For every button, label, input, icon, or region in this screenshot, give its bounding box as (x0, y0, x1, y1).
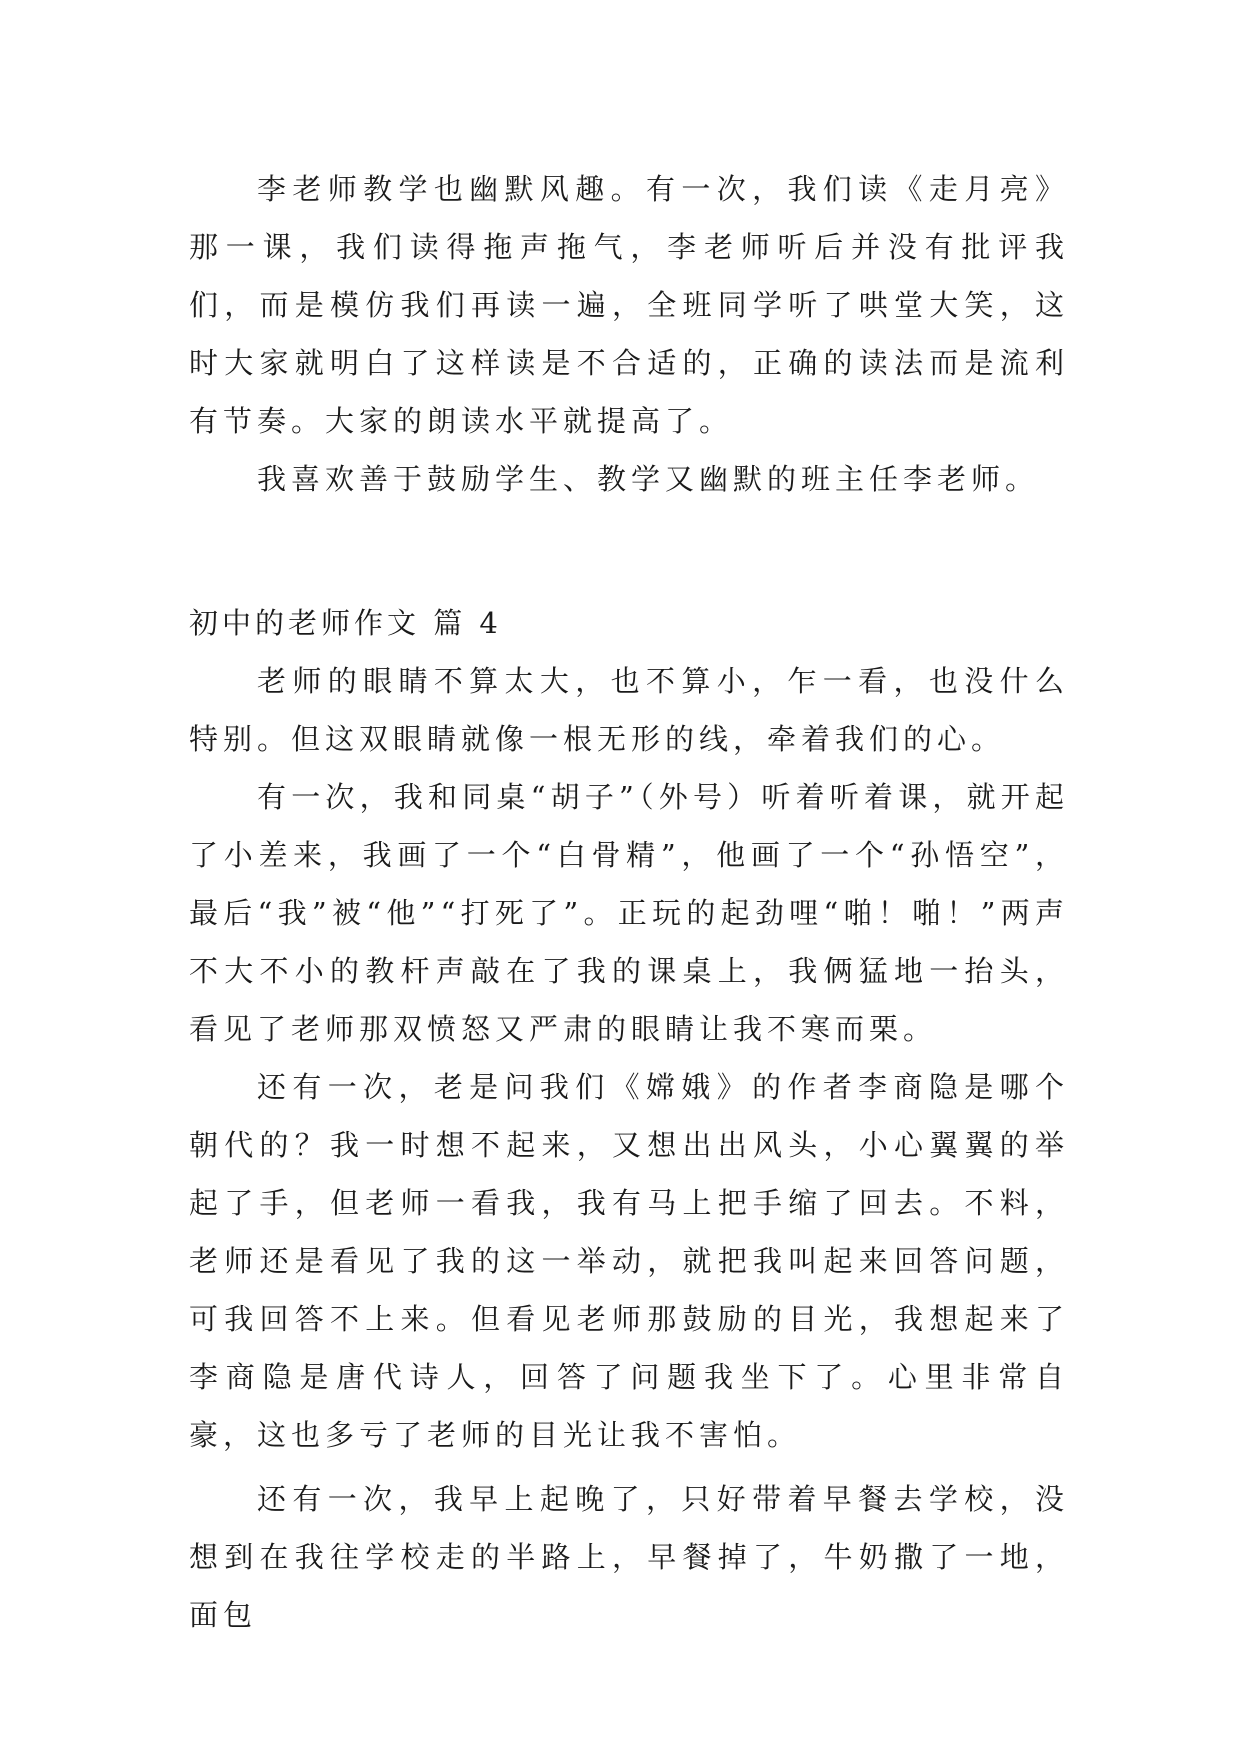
section-heading: 初中的老师作文 篇 4 (189, 606, 502, 640)
paragraph: 我喜欢善于鼓励学生、教学又幽默的班主任李老师。 (257, 462, 1040, 496)
paragraph: 有一次，我和同桌“胡子”（外号）听着听着课，就开起了小差来，我画了一个“白骨精”，他画了一个“孙悟空”，最后“我”被“他”“打死了”。正玩的起劲哩“啪！啪！”两声不大不小的教杆声敲在了我的课桌上，我俩猛地一抬头，看见了老师那双愤怒又严肃的眼睛让我不寒而栗。 (189, 780, 1069, 1046)
paragraph: 还有一次，老是问我们《嫦娥》的作者李商隐是哪个朝代的？我一时想不起来，又想出出风头，小心翼翼的举起了手，但老师一看我，我有马上把手缩了回去。不料，老师还是看见了我的这一举动，就把我叫起来回答问题，可我回答不上来。但看见老师那鼓励的目光，我想起来了李商隐是唐代诗人，回答了问题我坐下了。心里非常自豪，这也多亏了老师的目光让我不害怕。 (189, 1070, 1069, 1452)
paragraph: 还有一次，我早上起晚了，只好带着早餐去学校，没想到在我往学校走的半路上，早餐掉了，牛奶撒了一地，面包 (189, 1482, 1069, 1632)
document-body (189, 160, 1069, 1644)
paragraph: 老师的眼睛不算太大，也不算小，乍一看，也没什么特别。但这双眼睛就像一根无形的线，牵着我们的心。 (189, 664, 1069, 756)
paragraph: 李老师教学也幽默风趣。有一次，我们读《走月亮》那一课，我们读得拖声拖气，李老师听后并没有批评我们，而是模仿我们再读一遍，全班同学听了哄堂大笑，这时大家就明白了这样读是不合适的，正确的读法而是流利有节奏。大家的朗读水平就提高了。 (189, 172, 1069, 438)
